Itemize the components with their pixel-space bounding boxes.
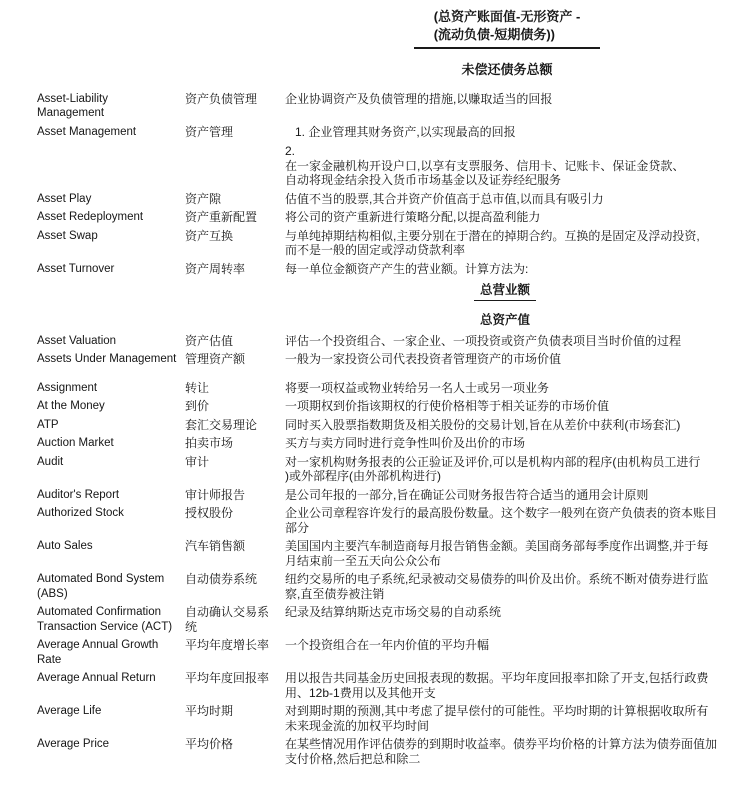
term-english-line: Asset Management: [37, 125, 137, 138]
glossary-entry: [37, 229, 742, 258]
definition-line: 将要一项权益或物业转给另一名人士或另一项业务: [285, 380, 550, 395]
definition-paragraph: [285, 572, 742, 601]
term-english-line: Asset Turnover: [37, 262, 115, 275]
glossary-entry: [37, 381, 742, 396]
fraction-denominator: 总资产值: [479, 313, 530, 327]
term-english: [37, 605, 185, 634]
term-english: [37, 352, 185, 367]
definition-paragraph: [285, 399, 742, 414]
definition-line: 企业公司章程容许发行的最高股份数量。这个数字一般列在资产负债表的资本账目: [285, 506, 718, 520]
definition-line: 用以报告共同基金历史回报表现的数据。平均年度回报率扣除了开支,包括行政费: [285, 671, 709, 685]
term-english: [37, 488, 185, 503]
definition-line: 同时买入股票指数期货及相关股份的交易计划,旨在从差价中获利(市场套汇): [285, 417, 681, 432]
term-chinese: [185, 572, 285, 587]
glossary-entry: [37, 210, 742, 225]
definition-paragraph: [285, 334, 742, 349]
definition: [285, 704, 742, 733]
definition-line: 是公司年报的一部分,旨在确证公司财务报告符合适当的通用会计原则: [285, 487, 649, 502]
term-chinese: [185, 704, 285, 719]
formula-numerator-line-2: (流动负债-短期债务)): [433, 27, 556, 42]
term-chinese-line: 到价: [185, 399, 210, 413]
term-chinese-line: 自动确认交易系: [185, 605, 270, 619]
glossary-entry: [37, 192, 742, 207]
definition-line: 美国国内主要汽车制造商每月报告销售金额。美国商务部每季度作出调整,并于每: [285, 539, 709, 553]
definition-line: 月结束前一至五天向公众公布: [285, 553, 442, 568]
glossary-entry: [37, 572, 742, 601]
term-chinese: [185, 229, 285, 244]
term-english: [37, 704, 185, 719]
term-chinese-line: 汽车销售额: [185, 539, 246, 553]
glossary-entry: [37, 352, 742, 367]
term-chinese: [185, 334, 285, 349]
term-english-line: Rate: [37, 653, 62, 666]
definition: [285, 352, 742, 367]
definition-line: 企业协调资产及负债管理的措施,以赚取适当的回报: [285, 91, 553, 106]
term-chinese: [185, 210, 285, 225]
term-english: [37, 381, 185, 396]
glossary-entry: [37, 399, 742, 414]
definition: [285, 737, 742, 766]
term-english: [37, 92, 185, 121]
term-english: [37, 210, 185, 225]
term-english: [37, 418, 185, 433]
term-chinese: [185, 262, 285, 277]
definition-line: 一个投资组合在一年内价值的平均升幅: [285, 638, 490, 652]
term-english-line: Auto Sales: [37, 540, 93, 552]
term-english-line: Transaction Service (ACT): [37, 620, 173, 633]
term-english: [37, 572, 185, 601]
definition-paragraph: [285, 506, 742, 535]
glossary-entry: [37, 737, 742, 766]
definition-line: 而不是一般的固定或浮动贷款利率: [285, 243, 466, 257]
term-chinese: [185, 539, 285, 554]
term-chinese-line: 管理资产额: [185, 352, 246, 366]
term-english-line: Average Annual Growth: [37, 639, 159, 651]
definition: [285, 572, 742, 601]
definition-paragraph: [285, 210, 742, 225]
definition-line: 纽约交易所的电子系统,纪录被动交易债券的叫价及出价。系统不断对债券进行监: [285, 572, 709, 586]
definition-paragraph: [285, 125, 742, 140]
definition-paragraph: [285, 144, 742, 188]
definition-paragraph: [285, 638, 742, 653]
term-chinese-line: 拍卖市场: [185, 436, 234, 450]
glossary-table: [37, 92, 742, 767]
definition-line: )或外部程序(由外部机构进行): [285, 469, 441, 483]
glossary-entry: [37, 638, 742, 667]
term-chinese: [185, 506, 285, 521]
term-english-line: Asset Play: [37, 192, 92, 205]
definition: [285, 192, 742, 207]
formula-numerator-line-1: (总资产账面值-无形资产 -: [433, 9, 581, 24]
term-english-line: Average Price: [37, 738, 110, 750]
term-chinese-line: 统: [185, 619, 198, 634]
term-english-line: Asset Valuation: [37, 334, 117, 347]
term-english-line: Authorized Stock: [37, 507, 124, 519]
definition: [285, 125, 742, 188]
definition-paragraph: [285, 92, 742, 107]
term-english-line: Automated Confirmation: [37, 606, 162, 618]
definition: [285, 334, 742, 349]
term-chinese: [185, 381, 285, 396]
header-formula: [287, 8, 727, 79]
definition-paragraph: [285, 381, 742, 396]
term-chinese-line: 平均年度增长率: [185, 638, 270, 652]
glossary-entry: [37, 262, 742, 330]
definition-line: 对一家机构财务报表的公正验证及评价,可以是机构内部的程序(由机构员工进行: [285, 454, 701, 469]
term-english: [37, 436, 185, 451]
term-chinese-line: 审计师报告: [185, 487, 246, 502]
term-english: [37, 334, 185, 349]
term-chinese-line: 平均年度回报率: [185, 671, 270, 685]
term-english-line: Average Life: [37, 705, 102, 717]
term-english-line: Average Annual Return: [37, 672, 156, 684]
term-english: [37, 125, 185, 140]
term-chinese-line: 套汇交易理论: [185, 417, 258, 432]
definition-line: 2.: [285, 144, 296, 158]
definition-line: 将公司的资产重新进行策略分配,以提高盈利能力: [285, 210, 541, 224]
definition-paragraph: [285, 488, 742, 503]
term-chinese: [185, 737, 285, 752]
term-english-line: Asset Redeployment: [37, 211, 144, 223]
definition-line: 部分: [285, 520, 310, 535]
term-chinese: [185, 418, 285, 433]
glossary-entry: [37, 125, 742, 188]
definition-line: 每一单位金额资产产生的营业额。计算方法为:: [285, 261, 529, 276]
formula-fraction-rule: [414, 47, 600, 49]
definition-paragraph: [285, 262, 742, 277]
definition-line: 估值不当的股票,其合并资产价值高于总市值,以而具有吸引力: [285, 191, 604, 206]
term-english-line: (ABS): [37, 587, 68, 600]
term-chinese: [185, 638, 285, 653]
formula-numerator: [434, 8, 581, 44]
definition: [285, 605, 742, 620]
term-chinese-line: 自动债券系统: [185, 572, 258, 586]
term-chinese: [185, 436, 285, 451]
term-english-line: Automated Bond System: [37, 573, 165, 585]
glossary-entry: [37, 92, 742, 121]
glossary-entry: [37, 671, 742, 700]
term-chinese: [185, 455, 285, 470]
definition: [285, 671, 742, 700]
definition: [285, 506, 742, 535]
term-english-line: At the Money: [37, 400, 105, 412]
term-chinese-line: 资产互换: [185, 228, 234, 243]
definition: [285, 92, 742, 107]
term-english-line: Auditor's Report: [37, 488, 120, 501]
definition-line: 在一家金融机构开设户口,以享有支票服务、信用卡、记账卡、保证金贷款、: [285, 158, 685, 173]
term-english-line: Assignment: [37, 381, 98, 394]
definition-paragraph: [285, 352, 742, 367]
definition-line: 自动将现金结余投入货币市场基金以及证券经纪服务: [285, 173, 562, 187]
term-chinese: [185, 399, 285, 414]
glossary-entry: [37, 506, 742, 535]
term-chinese: [185, 671, 285, 686]
definition-paragraph: [285, 418, 742, 433]
definition-line: 一般为一家投资公司代表投资者管理资产的市场价值: [285, 352, 562, 366]
term-english-line: Management: [37, 107, 105, 119]
term-english: [37, 192, 185, 207]
definition-paragraph: [285, 229, 742, 258]
definition: [285, 418, 742, 433]
definition: [285, 229, 742, 258]
glossary-entry: [37, 436, 742, 451]
definition-paragraph: [285, 192, 742, 207]
term-chinese: [185, 352, 285, 367]
term-english: [37, 455, 185, 470]
glossary-entry: [37, 605, 742, 634]
term-chinese-line: 资产负债管理: [185, 91, 258, 106]
definition-line: 评估一个投资组合、一家企业、一项投资或资产负债表项目当时价值的过程: [285, 333, 682, 348]
definition: [285, 638, 742, 653]
definition-line: 用、12b-1费用以及其他开支: [285, 685, 436, 700]
term-english: [37, 262, 185, 277]
definition: [285, 436, 742, 451]
definition: [285, 262, 742, 330]
term-english-line: Asset-Liability: [37, 92, 108, 105]
definition-line: 支付价格,然后把总和除二: [285, 751, 421, 766]
term-chinese-line: 授权股份: [185, 506, 234, 520]
term-chinese-line: 资产估值: [185, 333, 234, 348]
definition-line: 买方与卖方同时进行竞争性叫价及出价的市场: [285, 436, 526, 450]
term-english: [37, 399, 185, 414]
definition-line: 一项期权到价指该期权的行使价格相等于相关证券的市场价值: [285, 399, 610, 413]
glossary-entry: [37, 704, 742, 733]
term-chinese-line: 资产重新配置: [185, 210, 258, 224]
definition-line: 对到期时期的预测,其中考虑了提早偿付的可能性。平均时期的计算根据收取所有: [285, 704, 709, 718]
term-chinese: [185, 125, 285, 140]
definition: [285, 488, 742, 503]
term-chinese: [185, 92, 285, 107]
glossary-entry: [37, 334, 742, 349]
term-english: [37, 737, 185, 752]
fraction-rule: [474, 300, 536, 302]
definition-paragraph: [285, 455, 742, 484]
term-english-line: Audit: [37, 455, 64, 468]
term-english: [37, 229, 185, 244]
term-chinese-line: 平均时期: [185, 704, 234, 718]
definition: [285, 210, 742, 225]
term-chinese: [185, 605, 285, 634]
term-chinese-line: 平均价格: [185, 737, 234, 751]
glossary-entry: [37, 455, 742, 484]
term-chinese-line: 转让: [185, 380, 210, 395]
definition: [285, 399, 742, 414]
term-english-line: Asset Swap: [37, 229, 98, 242]
definition-line: 与单纯掉期结构相似,主要分别在于潜在的掉期合约。互换的是固定及浮动投资,: [285, 228, 700, 243]
definition: [285, 539, 742, 568]
definition-line: 纪录及结算纳斯达克市场交易的自动系统: [285, 605, 502, 619]
definition-line: 未来现金流的加权平均时间: [285, 718, 430, 733]
term-english: [37, 506, 185, 521]
term-english: [37, 539, 185, 554]
term-chinese: [185, 192, 285, 207]
term-english-line: ATP: [37, 418, 59, 431]
definition-paragraph: [285, 737, 742, 766]
term-chinese-line: 审计: [185, 454, 210, 469]
definition-paragraph: [285, 671, 742, 700]
term-chinese-line: 资产管理: [185, 124, 234, 139]
definition-paragraph: [285, 605, 742, 620]
term-english: [37, 638, 185, 667]
glossary-entry: [37, 488, 742, 503]
asset-turnover-formula: [285, 283, 725, 328]
definition-line: 察,直至债券被注销: [285, 586, 385, 601]
definition-line: 1. 企业管理其财务资产,以实现最高的回报: [295, 124, 516, 139]
term-english-line: Assets Under Management: [37, 353, 177, 365]
formula-denominator: 未偿还债务总额: [461, 61, 553, 77]
term-chinese-line: 资产周转率: [185, 261, 246, 276]
glossary-entry: [37, 539, 742, 568]
definition: [285, 455, 742, 484]
term-chinese-line: 资产隙: [185, 191, 222, 206]
fraction-numerator: 总营业额: [479, 283, 530, 297]
definition-line: 在某些情况用作评估债券的到期时收益率。债券平均价格的计算方法为债券面值加: [285, 737, 718, 751]
definition-paragraph: [285, 436, 742, 451]
glossary-entry: [37, 418, 742, 433]
term-chinese: [185, 488, 285, 503]
definition-paragraph: [285, 539, 742, 568]
definition: [285, 381, 742, 396]
term-english-line: Auction Market: [37, 437, 114, 449]
definition-paragraph: [285, 704, 742, 733]
term-english: [37, 671, 185, 686]
